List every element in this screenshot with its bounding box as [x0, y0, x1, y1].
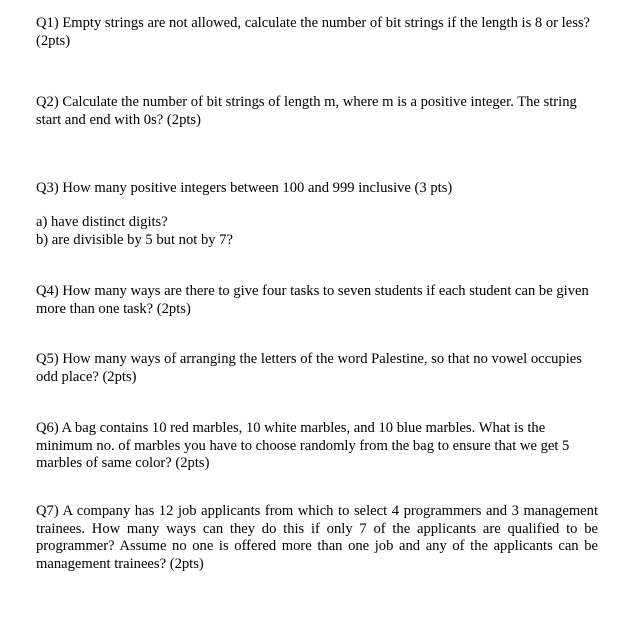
question-3 — [36, 180, 598, 198]
question-1-text: Q1) Empty strings are not allowed, calculate the number of bit strings if the length is 8 or less? (2pts) — [36, 15, 591, 49]
question-2 — [36, 94, 598, 129]
question-3-parts — [36, 214, 598, 249]
question-3-part-a: a) have distinct digits? — [36, 214, 168, 230]
question-2-text: Q2) Calculate the number of bit strings of length m, where m is a positive integer. The string start and end with 0s? (2pts) — [36, 94, 577, 128]
question-7-text: Q7) A company has 12 job applicants from which to select 4 programmers and 3 management trainees. How many ways can they do this if only 7 of the applicants are qualified to be programmer? Assume no one is offered more than one job and any of the applicants can be management trainees? (2pts) — [36, 503, 598, 572]
question-4-text: Q4) How many ways are there to give four tasks to seven students if each student can be given more than one task? (2pts) — [36, 283, 589, 317]
question-4 — [36, 283, 598, 318]
question-6-text: Q6) A bag contains 10 red marbles, 10 white marbles, and 10 blue marbles. What is the minimum no. of marbles you have to choose randomly from the bag to ensure that we get 5 marbles of same color? (2pts) — [36, 420, 570, 471]
question-5 — [36, 351, 598, 386]
question-1 — [36, 15, 598, 50]
question-6 — [36, 420, 598, 473]
question-3-text: Q3) How many positive integers between 100 and 999 inclusive (3 pts) — [36, 180, 453, 196]
question-3-part-b: b) are divisible by 5 but not by 7? — [36, 231, 233, 248]
question-5-text: Q5) How many ways of arranging the letters of the word Palestine, so that no vowel occupies odd place? (2pts) — [36, 351, 582, 385]
question-7 — [36, 503, 598, 573]
